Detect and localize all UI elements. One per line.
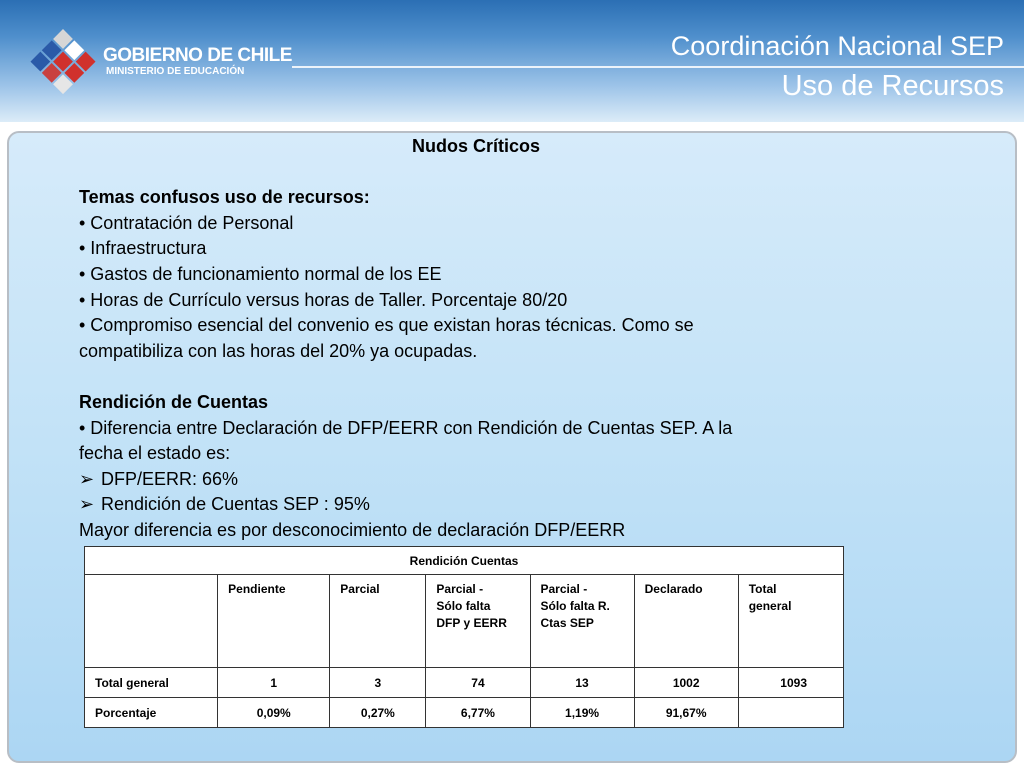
table-header-cell: Parcial [330, 575, 426, 668]
bullet-item: • Gastos de funcionamiento normal de los EE [79, 263, 442, 284]
bullet-item: • Infraestructura [79, 238, 207, 259]
arrow-bullet-icon: ➢ [79, 494, 95, 515]
bullet-item: • Compromiso esencial del convenio es que existan horas técnicas. Como se [79, 315, 694, 336]
table-cell [738, 698, 843, 728]
table-header-cell [85, 575, 218, 668]
bullet-item: • Horas de Currículo versus horas de Taller. Porcentaje 80/20 [79, 289, 568, 310]
arrow-item-text: DFP/EERR: 66% [101, 468, 239, 489]
header-title: Coordinación Nacional SEP [670, 31, 1004, 61]
gobierno-logo-icon [28, 28, 98, 98]
closing-line: Mayor diferencia es por desconocimiento de declaración DFP/EERR [79, 519, 626, 540]
table-cell: 6,77% [426, 698, 530, 728]
table-header-cell: Parcial - Sólo falta DFP y EERR [426, 575, 530, 668]
table-cell: 1,19% [530, 698, 634, 728]
header-subtitle: Uso de Recursos [781, 70, 1004, 102]
table-header-cell: Parcial - Sólo falta R. Ctas SEP [530, 575, 634, 668]
table-row [85, 668, 844, 698]
bullet-item: • Contratación de Personal [79, 212, 294, 233]
table-cell: 13 [530, 668, 634, 698]
table-cell: 0,27% [330, 698, 426, 728]
table-title: Rendición Cuentas [85, 547, 844, 575]
arrow-bullet-icon: ➢ [79, 468, 95, 489]
rendicion-table [84, 546, 844, 728]
table-header-cell: Total general [738, 575, 843, 668]
bullet-item-continuation: fecha el estado es: [79, 443, 231, 464]
bullet-item: • Diferencia entre Declaración de DFP/EERR con Rendición de Cuentas SEP. A la [79, 417, 733, 438]
bullet-item-continuation: compatibiliza con las horas del 20% ya ocupadas. [79, 340, 478, 361]
row-label: Porcentaje [85, 698, 218, 728]
table-cell: 1093 [738, 668, 843, 698]
arrow-item-text: Rendición de Cuentas SEP : 95% [101, 494, 370, 515]
row-label: Total general [85, 668, 218, 698]
table-header-cell: Pendiente [218, 575, 330, 668]
table-header-cell: Declarado [634, 575, 738, 668]
table-row [85, 698, 844, 728]
page-title: Nudos Críticos [412, 136, 541, 156]
slide-content [79, 134, 879, 544]
table-cell: 1002 [634, 668, 738, 698]
table-cell: 0,09% [218, 698, 330, 728]
arrow-item [79, 467, 879, 493]
section-heading-temas: Temas confusos uso de recursos: [79, 187, 370, 208]
table-cell: 74 [426, 668, 530, 698]
logo-title: GOBIERNO DE CHILE [103, 45, 292, 66]
table-cell: 91,67% [634, 698, 738, 728]
header-divider [292, 66, 1024, 68]
logo-subtitle: MINISTERIO DE EDUCACIÓN [106, 66, 245, 77]
table-header-row [85, 575, 844, 668]
arrow-item [79, 492, 879, 518]
section-heading-rendicion: Rendición de Cuentas [79, 391, 269, 412]
table-cell: 1 [218, 668, 330, 698]
table-cell: 3 [330, 668, 426, 698]
